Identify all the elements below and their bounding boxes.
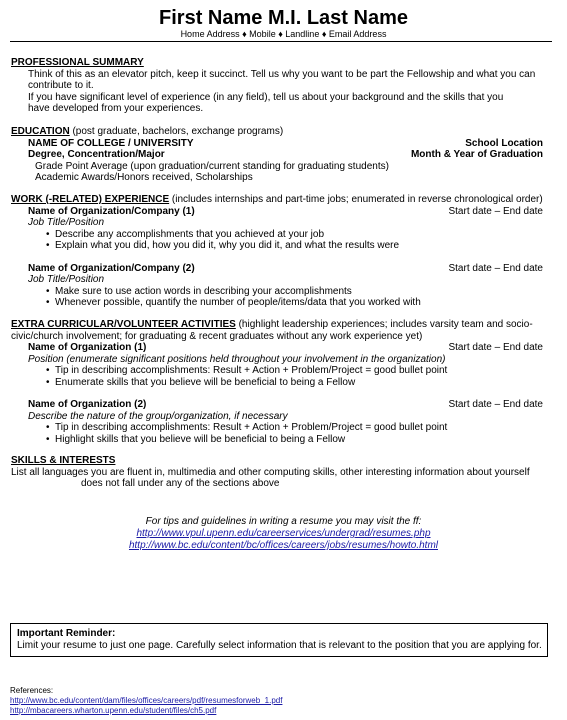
- tips-block: [0, 516, 567, 552]
- extra-dates-2: Start date – End date: [448, 399, 543, 410]
- summary-heading: PROFESSIONAL SUMMARY: [11, 57, 144, 68]
- summary-paragraph-2: If you have significant level of experience (in any field), tell us about your background and the skills that you have developed from your experiences.: [28, 91, 504, 114]
- gpa-line: Grade Point Average (upon graduation/current standing for graduating students): [35, 160, 389, 172]
- work-dates-1: Start date – End date: [448, 205, 543, 217]
- reference-link-2[interactable]: http://mbacareers.wharton.upenn.edu/student/files/ch5.pdf: [10, 706, 217, 715]
- school-location: School Location: [465, 137, 543, 149]
- list-item: • Tip in describing accomplishments: Result + Action + Problem/Project = good bullet point: [46, 422, 448, 433]
- references-label: References:: [10, 686, 54, 695]
- references-block: [10, 686, 282, 716]
- education-heading-note: (post graduate, bachelors, exchange programs): [69, 126, 284, 137]
- extra-title-1: Position (enumerate significant positions held throughout your involvement in the organization): [28, 353, 446, 365]
- list-item: • Tip in describing accomplishments: Result + Action + Problem/Project = good bullet point: [46, 365, 448, 376]
- work-heading-note: (includes internships and part-time jobs; enumerated in reverse chronological order): [169, 194, 543, 205]
- skills-line-2: does not fall under any of the sections above: [81, 478, 280, 489]
- list-item: • Highlight skills that you believe will be beneficial to being a Fellow: [46, 433, 346, 445]
- list-item: • Describe any accomplishments that you achieved at your job: [46, 228, 325, 240]
- education-heading: EDUCATION: [11, 126, 70, 137]
- resume-name: First Name M.I. Last Name: [159, 7, 408, 29]
- skills-line-1: List all languages you are fluent in, multimedia and other computing skills, other interesting information about yourself: [11, 466, 530, 478]
- work-title-1: Job Title/Position: [28, 217, 105, 228]
- contact-line: Home Address ♦ Mobile ♦ Landline ♦ Email Address: [180, 29, 387, 39]
- tips-link-upenn[interactable]: http://www.vpul.upenn.edu/careerservices/undergrad/resumes.php: [136, 528, 431, 539]
- list-item: • Explain what you did, how you did it, why you did it, and what the results were: [46, 240, 400, 251]
- skills-section: [11, 455, 543, 490]
- work-org-1: Name of Organization/Company (1): [28, 205, 195, 217]
- extra-org-1: Name of Organization (1): [28, 342, 147, 353]
- college-name: NAME OF COLLEGE / UNIVERSITY: [28, 137, 194, 149]
- list-item: • Whenever possible, quantify the number of people/items/data that you worked with: [46, 297, 421, 308]
- awards-line: Academic Awards/Honors received, Scholarships: [35, 172, 253, 183]
- list-item: • Enumerate skills that you believe will be beneficial to being a Fellow: [46, 376, 356, 388]
- work-org-2: Name of Organization/Company (2): [28, 262, 195, 274]
- extra-section: [11, 319, 543, 445]
- list-item: • Make sure to use action words in describing your accomplishments: [46, 285, 352, 297]
- header-divider: [10, 41, 552, 42]
- tips-link-bc[interactable]: http://www.bc.edu/content/bc/offices/careers/jobs/resumes/howto.html: [128, 540, 439, 551]
- summary-paragraph-1: Think of this as an elevator pitch, keep it succinct. Tell us why you want to be part the Fellowship and what you can contribute to it.: [28, 68, 536, 91]
- degree: Degree, Concentration/Major: [28, 149, 165, 160]
- work-title-2: Job Title/Position: [28, 274, 105, 285]
- tips-intro: For tips and guidelines in writing a resume you may visit the ff:: [145, 516, 422, 527]
- education-section: [11, 126, 543, 184]
- graduation-date: Month & Year of Graduation: [410, 149, 543, 160]
- reminder-box: [10, 623, 548, 657]
- reminder-title: Important Reminder:: [17, 628, 116, 639]
- extra-dates-1: Start date – End date: [448, 342, 543, 353]
- extra-title-2: Describe the nature of the group/organization, if necessary: [28, 410, 288, 422]
- work-section: [11, 194, 543, 309]
- extra-heading: EXTRA CURRICULAR/VOLUNTEER ACTIVITIES: [11, 319, 236, 330]
- reference-link-1[interactable]: http://www.bc.edu/content/dam/files/offices/careers/pdf/resumesforweb_1.pdf: [10, 696, 283, 705]
- work-dates-2: Start date – End date: [448, 262, 543, 274]
- extra-heading-note-1: (highlight leadership experiences; includes varsity team and socio-: [235, 319, 533, 330]
- extra-heading-note-2: civic/church involvement; for graduating & recent graduates without any work experience yet): [11, 330, 423, 342]
- reminder-text: Limit your resume to just one page. Carefully select information that is relevant to the position that you are applying for.: [17, 639, 542, 651]
- extra-org-2: Name of Organization (2): [28, 399, 147, 410]
- summary-section: [11, 57, 543, 115]
- skills-heading: SKILLS & INTERESTS: [11, 455, 116, 466]
- work-heading: WORK (-RELATED) EXPERIENCE: [11, 194, 170, 205]
